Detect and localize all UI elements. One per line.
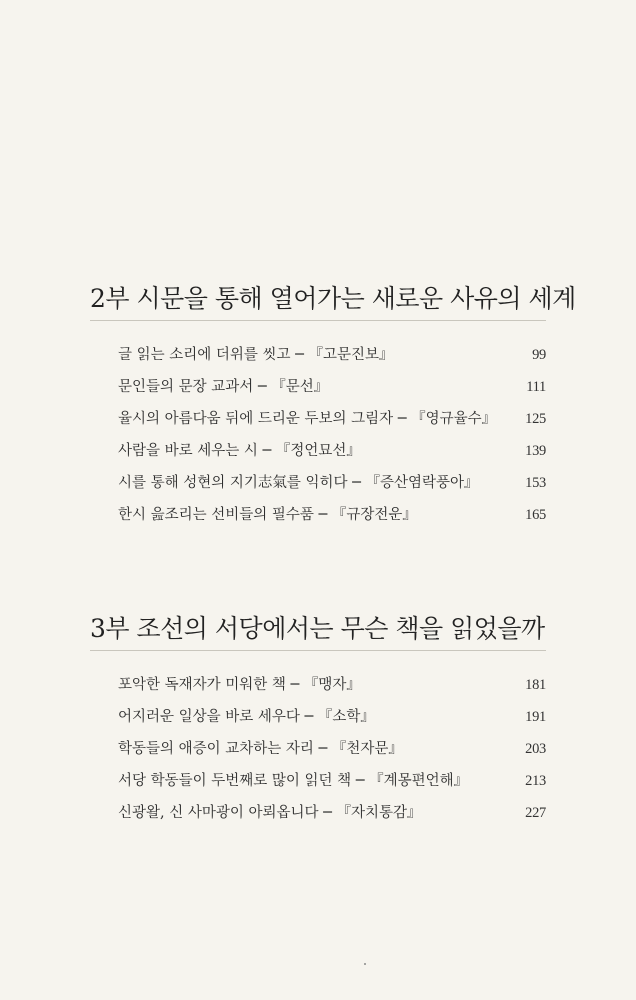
entry-page-number: 153 (525, 475, 546, 491)
part-title: 2부 시문을 통해 열어가는 새로운 사유의 세계 (90, 284, 576, 313)
entry-title: 시를 통해 성현의 지기志氣를 익히다 ─ 『증산염락풍아』 (118, 475, 479, 491)
entry-page-number: 139 (525, 443, 546, 459)
toc-entry[interactable] (90, 797, 546, 829)
part-title: 3부 조선의 서당에서는 무슨 책을 읽었을까 (90, 614, 545, 643)
entry-title: 율시의 아름다움 뒤에 드리운 두보의 그림자 ─ 『영규율수』 (118, 411, 497, 427)
entry-page-number: 125 (525, 411, 546, 427)
entry-title: 사람을 바로 세우는 시 ─ 『정언묘선』 (118, 443, 361, 459)
entry-page-number: 213 (525, 773, 546, 789)
part-3-section (90, 612, 546, 829)
paper-speck (364, 963, 366, 965)
part-divider (90, 320, 546, 321)
part-2-section (90, 282, 576, 531)
entry-title: 한시 읊조리는 선비들의 필수품 ─ 『규장전운』 (118, 507, 417, 523)
entry-page-number: 191 (525, 709, 546, 725)
entry-list (90, 339, 546, 531)
entry-title: 신광왈, 신 사마광이 아뢰옵니다 ─ 『자치통감』 (118, 805, 422, 821)
entry-title: 글 읽는 소리에 더위를 씻고 ─ 『고문진보』 (118, 347, 394, 363)
entry-title: 문인들의 문장 교과서 ─ 『문선』 (118, 379, 329, 395)
entry-page-number: 111 (526, 379, 546, 395)
entry-title: 서당 학동들이 두번째로 많이 읽던 책 ─ 『계몽편언해』 (118, 773, 469, 789)
toc-entry[interactable] (90, 403, 546, 435)
toc-entry[interactable] (90, 669, 546, 701)
toc-entry[interactable] (90, 733, 546, 765)
toc-entry[interactable] (90, 435, 546, 467)
entry-page-number: 181 (525, 677, 546, 693)
entry-title: 학동들의 애증이 교차하는 자리 ─ 『천자문』 (118, 741, 403, 757)
toc-entry[interactable] (90, 765, 546, 797)
toc-entry[interactable] (90, 371, 546, 403)
entry-page-number: 165 (525, 507, 546, 523)
toc-entry[interactable] (90, 499, 546, 531)
entry-page-number: 203 (525, 741, 546, 757)
entry-page-number: 227 (525, 805, 546, 821)
entry-page-number: 99 (532, 347, 546, 363)
toc-entry[interactable] (90, 339, 546, 371)
toc-entry[interactable] (90, 701, 546, 733)
part-divider (90, 650, 546, 651)
entry-title: 포악한 독재자가 미워한 책 ─ 『맹자』 (118, 677, 361, 693)
toc-entry[interactable] (90, 467, 546, 499)
entry-list (90, 669, 546, 829)
entry-title: 어지러운 일상을 바로 세우다 ─ 『소학』 (118, 709, 375, 725)
